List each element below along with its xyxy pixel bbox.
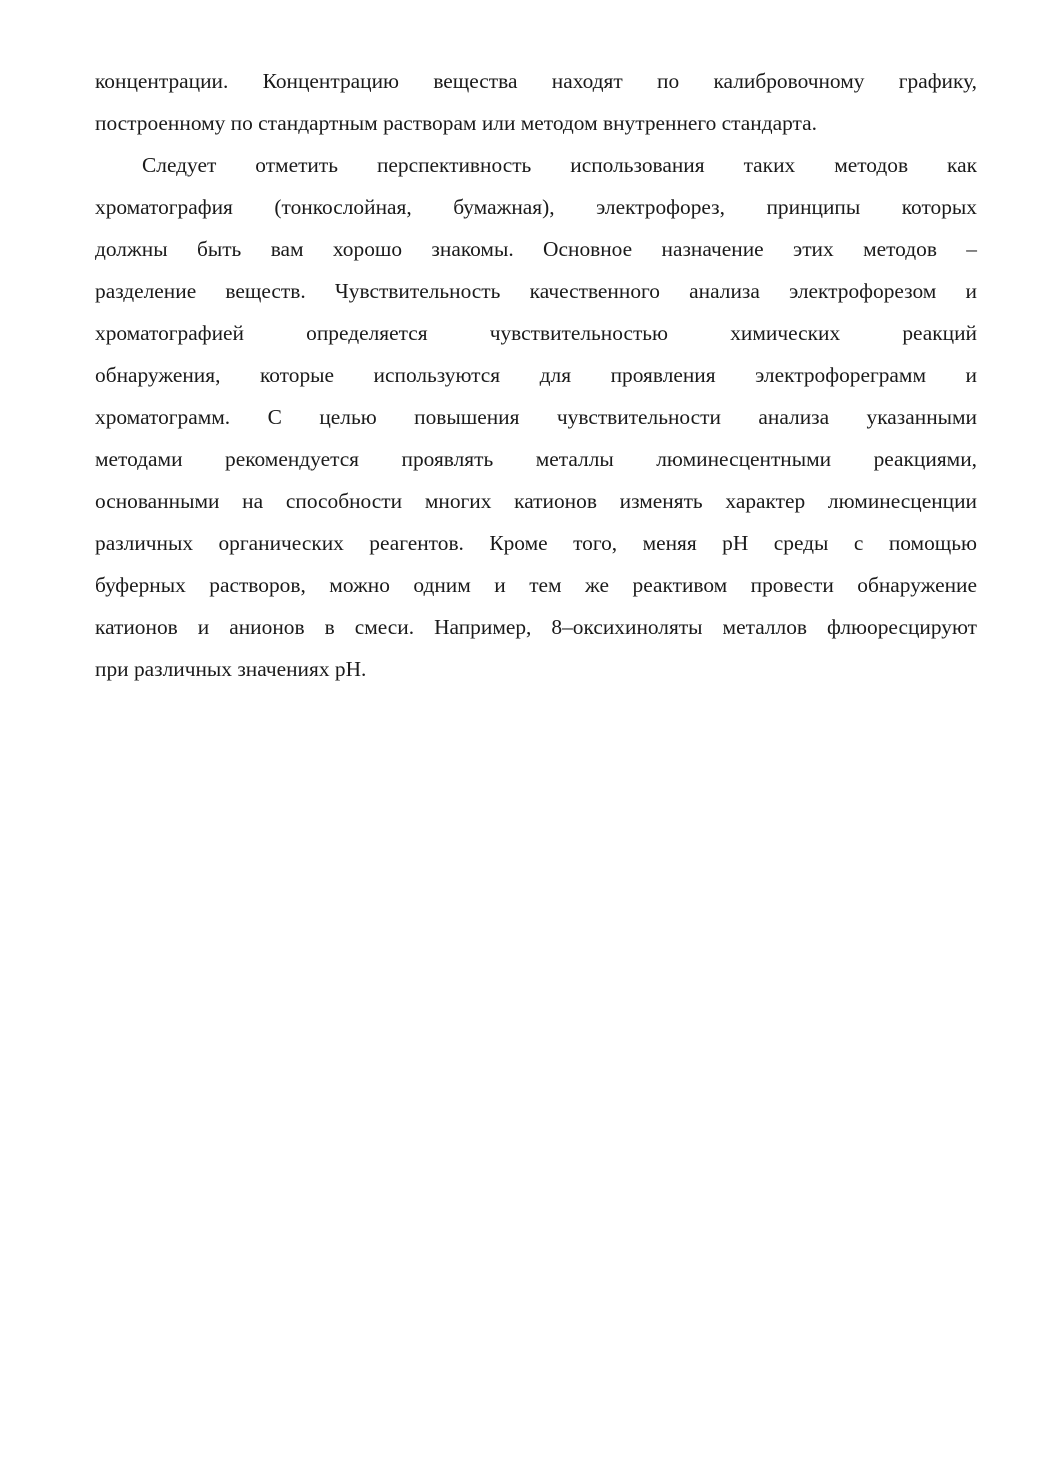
text-line: буферных растворов, можно одним и тем же реактивом провести обнаружение: [95, 573, 977, 597]
text-line: хроматография (тонкослойная, бумажная), электрофорез, принципы которых: [95, 195, 977, 219]
text-line: разделение веществ. Чувствительность качественного анализа электрофорезом и: [95, 279, 977, 303]
document-body: [95, 60, 977, 690]
text-line: различных органических реагентов. Кроме того, меняя pH среды с помощью: [95, 531, 977, 555]
text-line: хроматографией определяется чувствительностью химических реакций: [95, 321, 977, 345]
text-line: должны быть вам хорошо знакомы. Основное назначение этих методов –: [95, 237, 977, 261]
text-line: хроматограмм. С целью повышения чувствительности анализа указанными: [95, 405, 977, 429]
text-line: основанными на способности многих катионов изменять характер люминесценции: [95, 489, 977, 513]
text-line: методами рекомендуется проявлять металлы люминесцентными реакциями,: [95, 447, 977, 471]
text-line: построенному по стандартным растворам или методом внутреннего стандарта.: [95, 111, 817, 135]
paragraph-1: [95, 60, 977, 144]
text-line: Следует отметить перспективность использования таких методов как: [142, 153, 977, 177]
text-line: при различных значениях pH.: [95, 657, 367, 681]
paragraph-2: [95, 144, 977, 690]
text-line: концентрации. Концентрацию вещества находят по калибровочному графику,: [95, 69, 977, 93]
text-line: обнаружения, которые используются для проявления электрофореграмм и: [95, 363, 977, 387]
text-line: катионов и анионов в смеси. Например, 8–оксихиноляты металлов флюоресцируют: [95, 615, 977, 639]
